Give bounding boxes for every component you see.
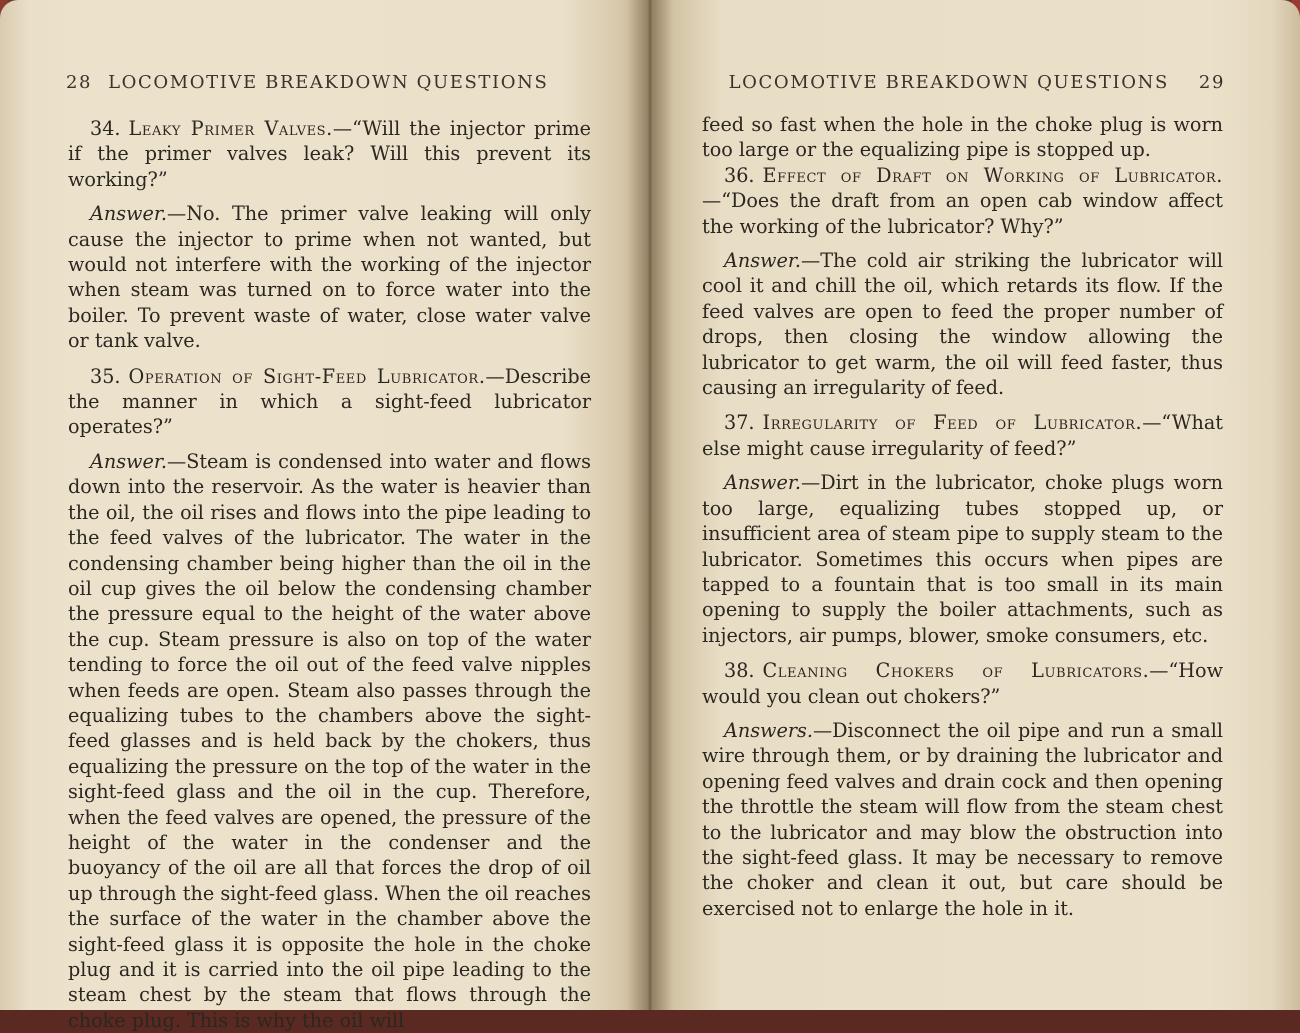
question-38	[702, 658, 1223, 709]
question-34	[68, 116, 591, 192]
answer-text: —Steam is condensed into water and flows down into the reservoir. As the water is heavier than the oil, the oil rises and flows into the pipe leading to the feed valves of the lubricator. The water in the condensing chamber being higher than the oil in the oil cup gives the oil below the condensing chamber the pressure equal to the height of the water above the cup. Steam pressure is also on top of the water tending to force the oil out of the feed valve nipples when feeds are open. Steam also passes through the equalizing tubes to the chambers above the sight-feed glasses and is held back by the chokers, thus equalizing the pressure on the top of the water in the sight-feed glass and the oil in the cup. Therefore, when the feed valves are opened, the pressure of the height of the water in the condenser and the buoyancy of the oil are all that forces the drop of oil up through the sight-feed glass. When the oil reaches the surface of the water in the chamber above the sight-feed glass it is opposite the hole in the choke plug and it is carried into the oil pipe leading to the steam chest by the steam that flows through the choke plug. This is why the oil will	[68, 449, 591, 1032]
question-title: Irregularity of Feed of Lubricator.	[762, 411, 1143, 435]
right-page-body	[702, 112, 1223, 921]
question-text: —“Will the injector prime if the primer valves leak? Will this prevent its working?”	[68, 117, 592, 191]
answer-text: —Dirt in the lubricator, choke plugs worn too large, equalizing tubes stopped up, or insufficient area of steam pipe to supply steam to the lubricator. Sometimes this occurs when pipes are tapped to a fountain that is too small in its main opening to supply the boiler attachments, such as injectors, air pumps, blower, smoke consumers, etc.	[702, 471, 1223, 647]
answer-label: Answer.	[90, 449, 168, 473]
question-text: —Describe the manner in which a sight-feed lubricator operates?”	[68, 364, 591, 439]
answer-38	[702, 718, 1223, 921]
question-number: 37.	[724, 411, 755, 435]
right-page	[650, 0, 1300, 1010]
book-gutter	[628, 0, 672, 1010]
answer-34	[68, 201, 591, 353]
question-number: 38.	[724, 659, 755, 683]
question-title: Operation of Sight-Feed Lubricator.	[128, 364, 486, 388]
left-page-number: 28	[66, 72, 93, 93]
answer-text: —No. The primer valve leaking will only cause the injector to prime when not wanted, but would not interfere with the working of the injector when steam was turned on to force water into the boiler. To prevent waste of water, close water valve or tank valve.	[68, 202, 591, 353]
left-page	[0, 0, 650, 1032]
answer-35-continuation: feed so fast when the hole in the choke plug is worn too large or the equalizing pipe is stopped up.	[702, 113, 1223, 162]
answer-label: Answer.	[90, 202, 168, 226]
left-running-head	[66, 72, 548, 93]
answer-label: Answers.	[724, 718, 813, 742]
answer-35	[68, 449, 591, 1033]
question-number: 34.	[90, 117, 121, 140]
question-37	[702, 410, 1223, 461]
question-text: —“Does the draft from an open cab window affect the working of the lubricator? Why?”	[702, 189, 1223, 238]
answer-36	[702, 248, 1223, 400]
question-number: 35.	[90, 364, 121, 388]
right-running-head	[729, 72, 1225, 93]
answer-text: —The cold air striking the lubricator will cool it and chill the oil, which retards its flow. If the feed valves are open to feed the proper number of drops, then closing the window allowing the lubricator to get warm, the oil will feed faster, thus causing an irregularity of feed.	[702, 249, 1223, 400]
question-35	[68, 364, 591, 440]
answer-text: —Disconnect the oil pipe and run a small wire through them, or by draining the lubricator and opening feed valves and drain cock and then opening the throttle the steam will flow from the steam chest to the lubricator and may blow the obstruction into the sight-feed glass. It may be necessary to remove the choker and clean it out, but care should be exercised not to enlarge the hole in it.	[702, 718, 1223, 920]
left-page-body	[68, 116, 591, 1033]
right-running-title: LOCOMOTIVE BREAKDOWN QUESTIONS	[728, 72, 1169, 93]
question-title: Leaky Primer Valves.	[128, 117, 333, 140]
answer-label: Answer.	[724, 249, 802, 273]
question-36	[702, 163, 1223, 239]
question-text: —“How would you clean out chokers?”	[702, 659, 1223, 708]
question-text: —“What else might cause irregularity of feed?”	[702, 411, 1223, 460]
answer-label: Answer.	[724, 471, 802, 495]
question-title: Cleaning Chokers of Lubricators.	[762, 659, 1150, 683]
question-number: 36.	[724, 163, 755, 187]
right-page-number: 29	[1198, 72, 1225, 93]
answer-37	[702, 470, 1223, 648]
left-running-title: LOCOMOTIVE BREAKDOWN QUESTIONS	[108, 72, 549, 93]
question-title: Effect of Draft on Working of Lubricator.	[762, 163, 1223, 187]
